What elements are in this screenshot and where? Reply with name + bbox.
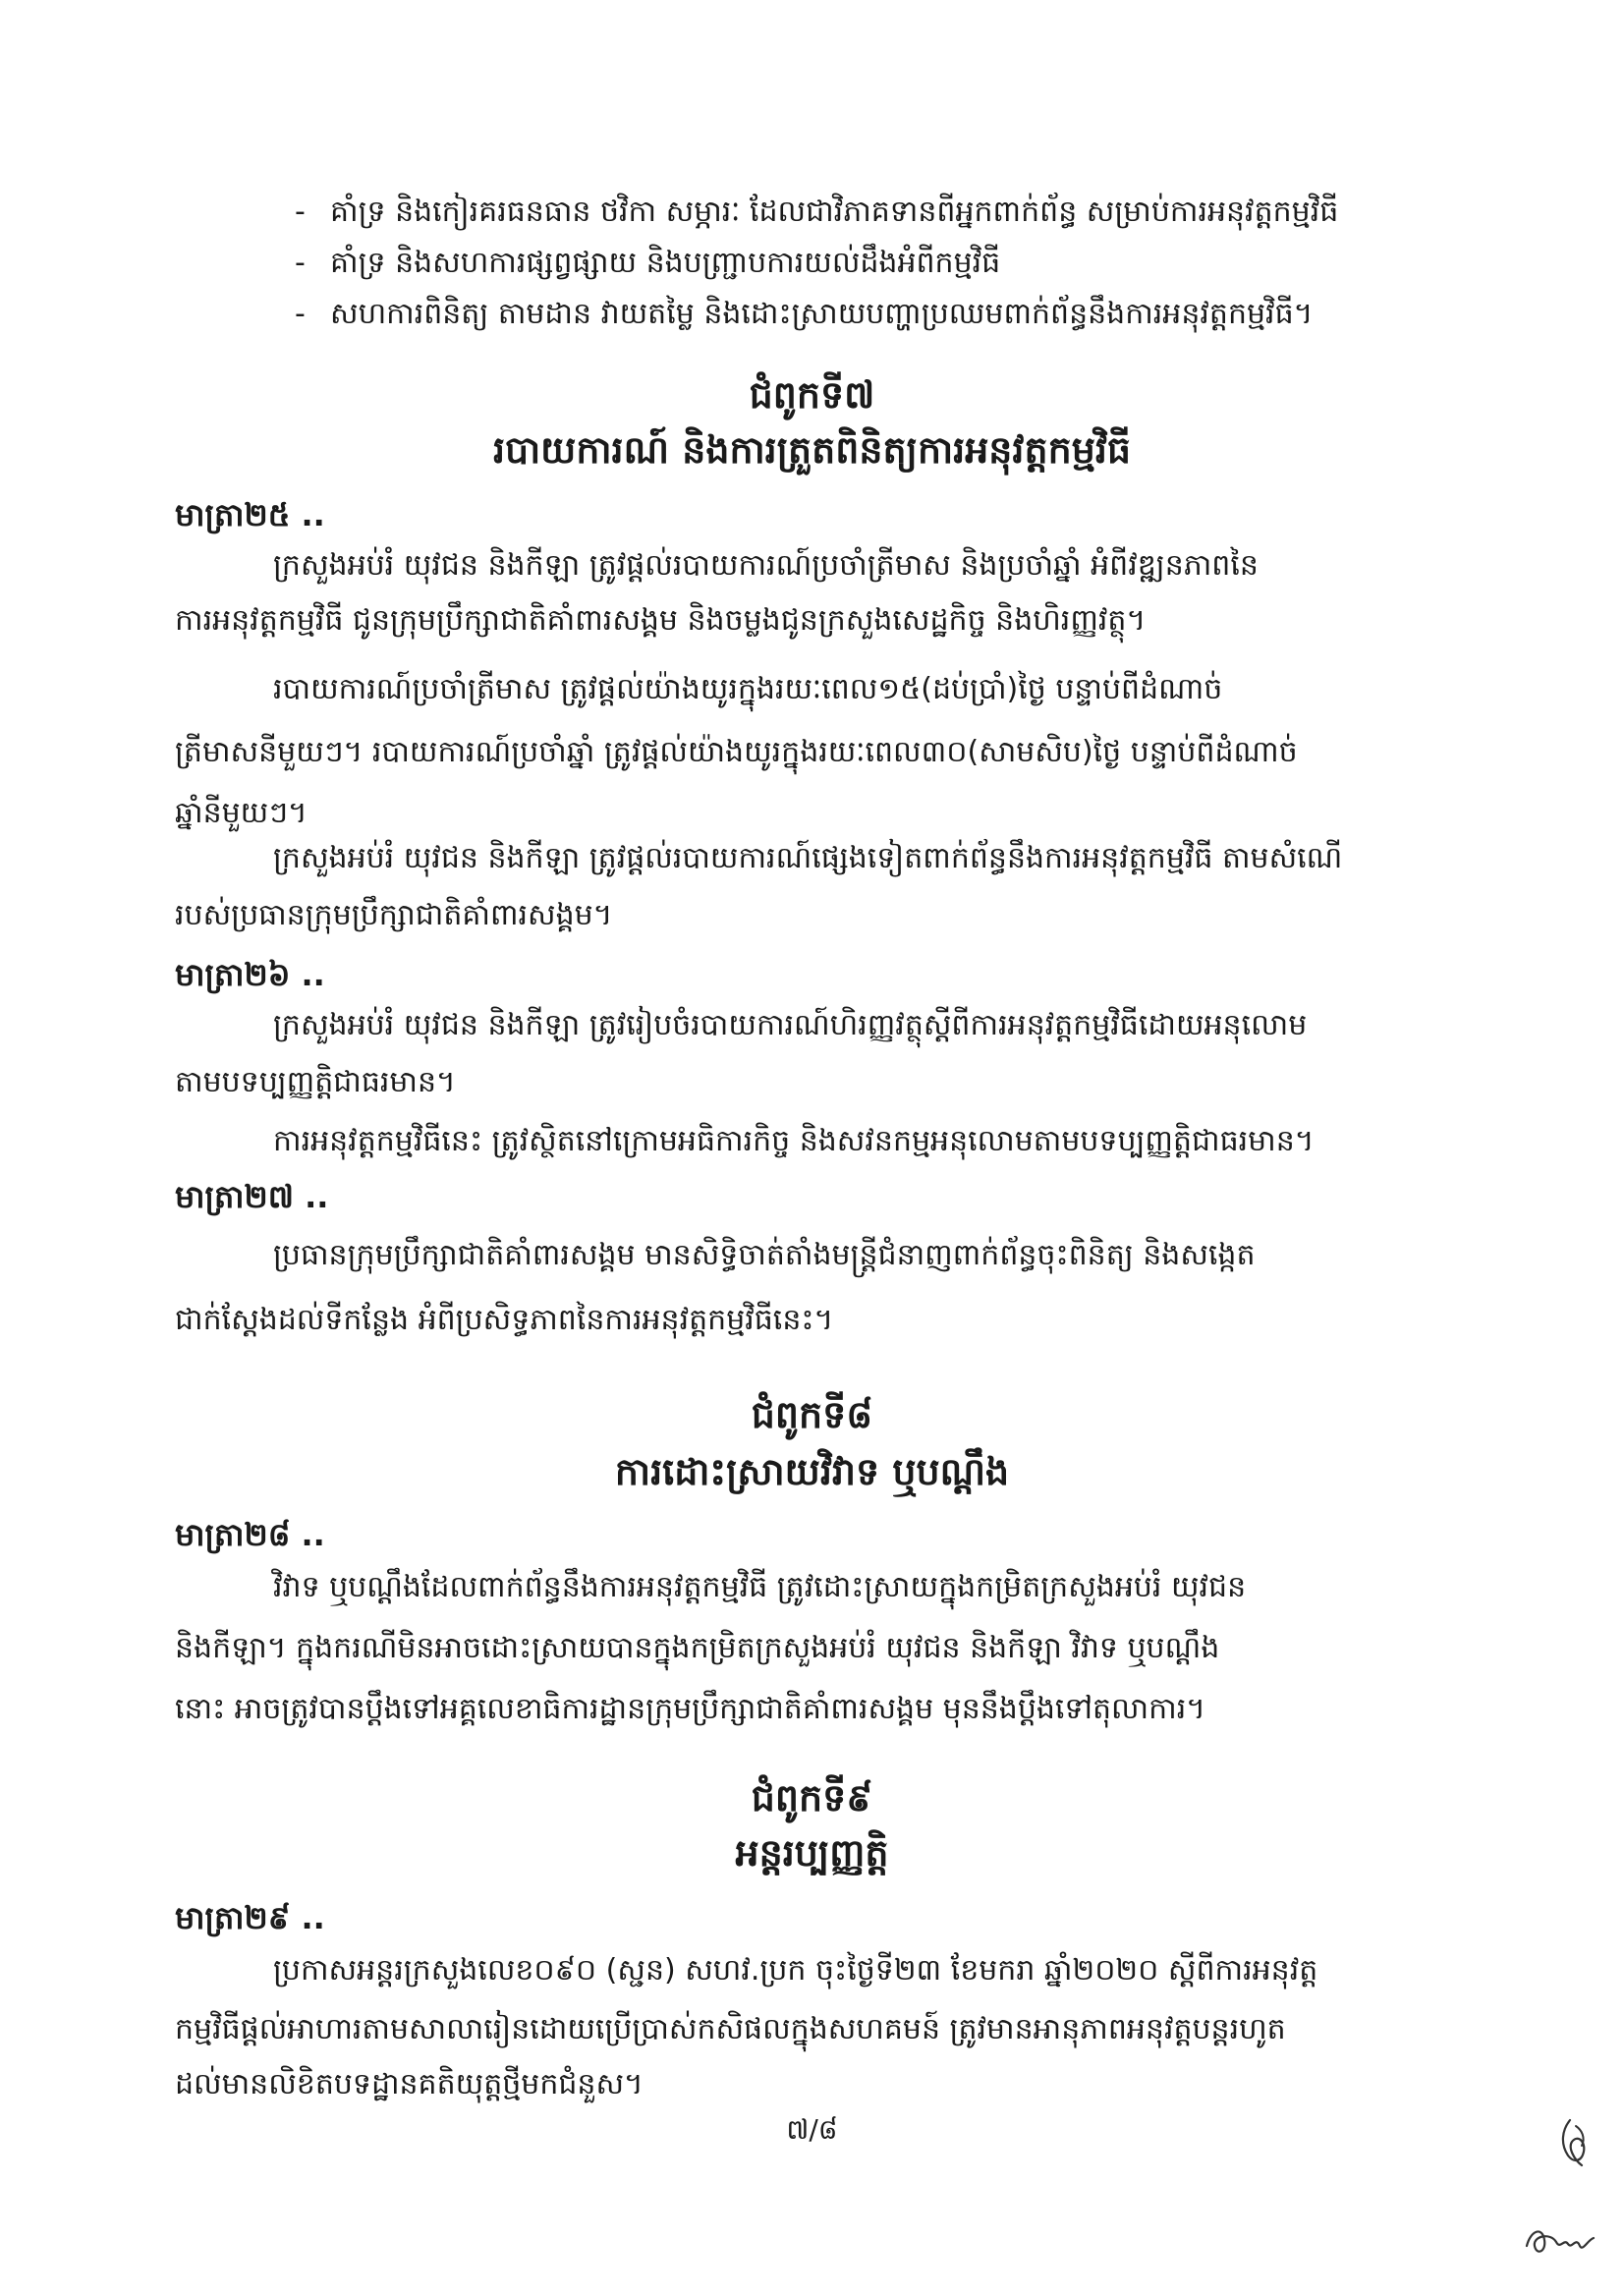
paragraph-line: នោះ អាចត្រូវបានប្តឹងទៅអគ្គលេខាធិការដ្ឋានក្រុមប្រឹក្សាជាតិគាំពារសង្គម មុននឹងប្តឹងទៅតុលាការ។ <box>175 1692 1206 1726</box>
bullet-text: សហការពិនិត្យ តាមដាន វាយតម្លៃ និងដោះស្រាយបញ្ហាប្រឈមពាក់ព័ន្ធនឹងការអនុវត្តកម្មវិធី។ <box>330 297 1314 331</box>
bullet-item: - គាំទ្រ និងកៀរគរធនធាន ថវិកា សម្ភារៈ ដែលជាវិភាគទានពីអ្នកពាក់ព័ន្ធ សម្រាប់ការអនុវត្តកម្មវិធី <box>295 195 1339 229</box>
bullet-text: គាំទ្រ និងកៀរគរធនធាន ថវិកា សម្ភារៈ ដែលជាវិភាគទានពីអ្នកពាក់ព័ន្ធ សម្រាប់ការអនុវត្តកម្មវិធី <box>330 195 1339 229</box>
paragraph-line: ដល់មានលិខិតបទដ្ឋានគតិយុត្តថ្មីមកជំនួស។ <box>175 2067 644 2101</box>
chapter-number: ជំពូកទី៩ <box>751 1776 873 1820</box>
signature-icon <box>1521 2216 1599 2266</box>
paragraph-line: ប្រធានក្រុមប្រឹក្សាជាតិគាំពារសង្គម មានសិទ្ធិចាត់តាំងមន្ត្រីជំនាញពាក់ព័ន្ធចុះពិនិត្យ និងសង្កេត <box>273 1238 1256 1272</box>
paragraph-line: ក្រសួងអប់រំ យុវជន និងកីឡា ត្រូវផ្តល់របាយការណ៍ប្រចាំត្រីមាស និងប្រចាំឆ្នាំ អំពីវឌ្ឍនភាពនៃ <box>273 548 1259 583</box>
chapter-title: ការដោះស្រាយវិវាទ ឬបណ្តឹង <box>614 1450 1010 1493</box>
paragraph-line: ឆ្នាំនីមួយៗ។ <box>175 796 308 830</box>
page-number: ៧/៨ <box>786 2113 838 2146</box>
article-heading: មាត្រា២៨ .. <box>175 1516 325 1553</box>
article-heading: មាត្រា២៩ .. <box>175 1899 325 1936</box>
chapter-number: ជំពូកទី៨ <box>751 1393 873 1436</box>
paragraph-line: ប្រកាសអន្តរក្រសួងលេខ០៩០ (ស្ជន) សហវ.ប្រក ចុះថ្ងៃទី២៣ ខែមករា ឆ្នាំ២០២០ ស្តីពីការអនុវត្ត <box>273 1953 1318 1988</box>
paragraph-line: ការអនុវត្តកម្មវិធីនេះ ត្រូវស្ថិតនៅក្រោមអធិការកិច្ច និងសវនកម្មអនុលោមតាមបទប្បញ្ញត្តិជាធរមាន។ <box>273 1124 1315 1158</box>
paragraph-line: វិវាទ ឬបណ្តឹងដែលពាក់ព័ន្ធនឹងការអនុវត្តកម្មវិធី ត្រូវដោះស្រាយក្នុងកម្រិតក្រសួងអប់រំ យុវជន <box>273 1570 1247 1604</box>
bullet-text: គាំទ្រ និងសហការផ្សព្វផ្សាយ និងបញ្ជ្រាបការយល់ដឹងអំពីកម្មវិធី <box>330 246 1001 280</box>
paragraph-line: ក្រសួងអប់រំ យុវជន និងកីឡា ត្រូវរៀបចំរបាយការណ៍ហិរញ្ញវត្ថុស្តីពីការអនុវត្តកម្មវិធីដោយអនុលោម <box>273 1008 1308 1042</box>
bullet-item: - គាំទ្រ និងសហការផ្សព្វផ្សាយ និងបញ្ជ្រាបការយល់ដឹងអំពីកម្មវិធី <box>295 246 1001 280</box>
article-heading: មាត្រា២៧ .. <box>175 1178 329 1215</box>
chapter-title: របាយការណ៍ និងការត្រួតពិនិត្យការអនុវត្តកម្មវិធី <box>492 428 1132 472</box>
paragraph-line: ត្រីមាសនីមួយៗ។ របាយការណ៍ប្រចាំឆ្នាំ ត្រូវផ្តល់យ៉ាងយូរក្នុងរយៈពេល៣០(សាមសិប)ថ្ងៃ បន្ទាប់ពីដំណាច់ <box>175 735 1298 769</box>
paragraph-line: របាយការណ៍ប្រចាំត្រីមាស ត្រូវផ្តល់យ៉ាងយូរក្នុងរយៈពេល១៥(ដប់ប្រាំ)ថ្ងៃ បន្ទាប់ពីដំណាច់ <box>273 672 1223 706</box>
paragraph-line: របស់ប្រធានក្រុមប្រឹក្សាជាតិគាំពារសង្គម។ <box>175 898 613 932</box>
article-heading: មាត្រា២៥ .. <box>175 496 325 533</box>
paragraph-line: ក្រសួងអប់រំ យុវជន និងកីឡា ត្រូវផ្តល់របាយការណ៍ផ្សេងទៀតពាក់ព័ន្ធនឹងការអនុវត្តកម្មវិធី តាមសំណើ <box>273 841 1343 875</box>
paragraph-line: និងកីឡា។ ក្នុងករណីមិនអាចដោះស្រាយបានក្នុងកម្រិតក្រសួងអប់រំ យុវជន និងកីឡា វិវាទ ឬបណ្តឹង <box>175 1631 1220 1665</box>
paragraph-line: តាមបទប្បញ្ញត្តិជាធរមាន។ <box>175 1065 456 1099</box>
initial-mark-icon <box>1552 2112 1601 2171</box>
paragraph-line: ការអនុវត្តកម្មវិធី ជូនក្រុមប្រឹក្សាជាតិគាំពារសង្គម និងចម្លងជូនក្រសួងសេដ្ឋកិច្ច និងហិរញ្ញវត្ថុ។ <box>175 603 1147 638</box>
bullet-item: - សហការពិនិត្យ តាមដាន វាយតម្លៃ និងដោះស្រាយបញ្ហាប្រឈមពាក់ព័ន្ធនឹងការអនុវត្តកម្មវិធី។ <box>295 297 1314 331</box>
chapter-title: អន្តរប្បញ្ញត្តិ <box>735 1831 889 1875</box>
paragraph-line: កម្មវិធីផ្តល់អាហារតាមសាលារៀនដោយប្រើប្រាស់កសិផលក្នុងសហគមន៍ ត្រូវមានអានុភាពអនុវត្តបន្តរហូត <box>175 2012 1286 2046</box>
article-heading: មាត្រា២៦ .. <box>175 956 325 993</box>
chapter-number: ជំពូកទី៧ <box>749 373 875 417</box>
paragraph-line: ជាក់ស្តែងដល់ទីកន្លែង អំពីប្រសិទ្ធភាពនៃការអនុវត្តកម្មវិធីនេះ។ <box>175 1303 834 1337</box>
